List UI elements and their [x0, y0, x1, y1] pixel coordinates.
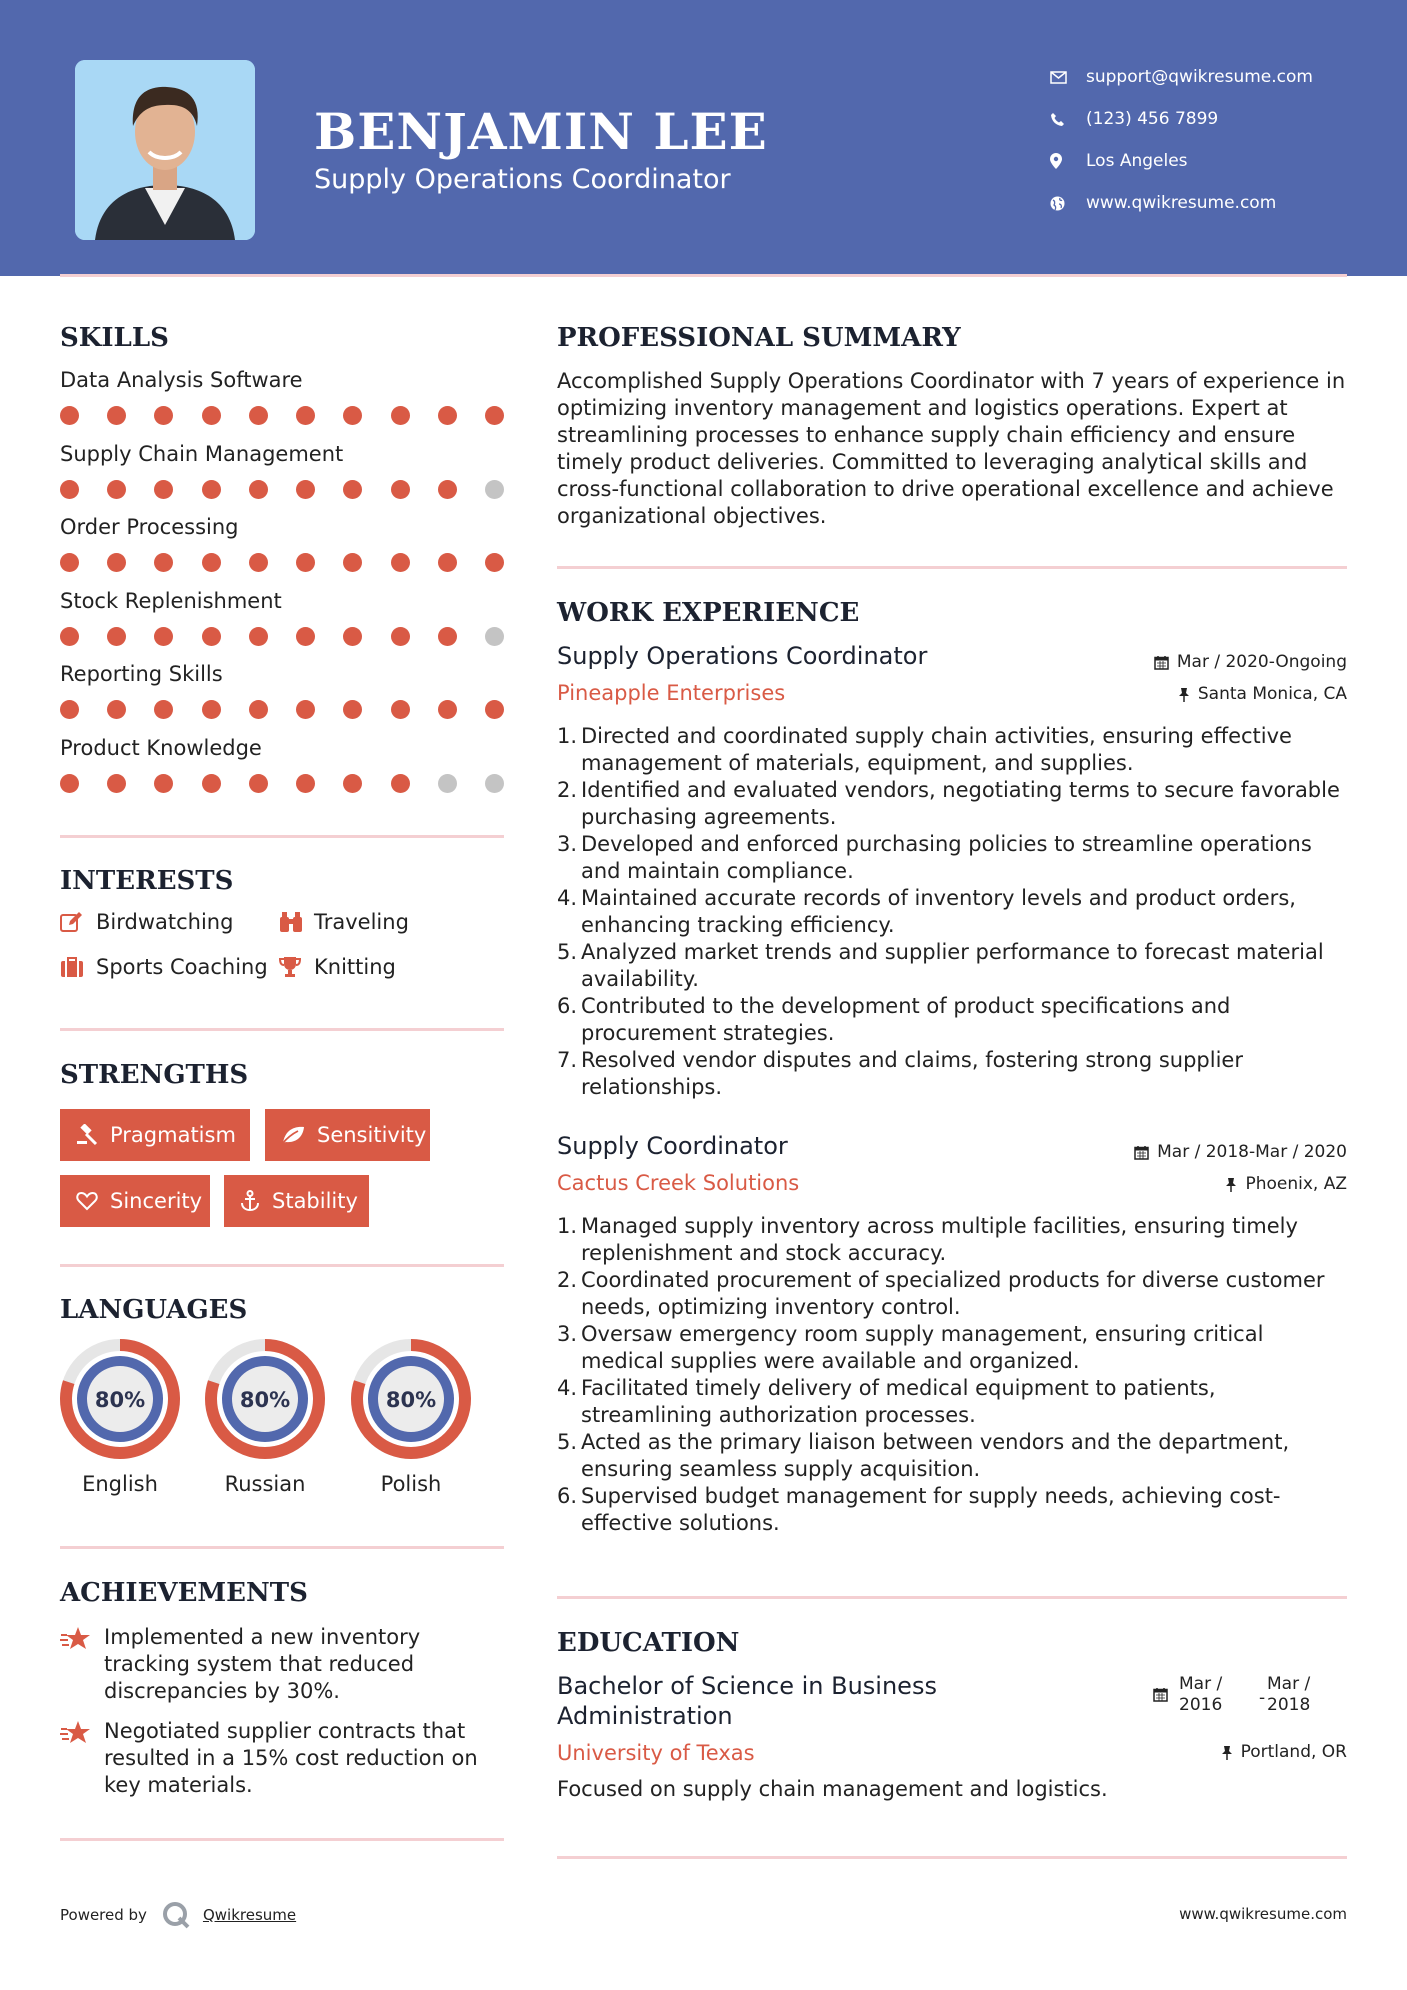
rating-dot-filled — [391, 700, 410, 719]
rating-dot-filled — [343, 406, 362, 425]
job-date-text: Mar / 2020-Ongoing — [1176, 652, 1347, 672]
qwikresume-logo-icon — [161, 1900, 191, 1930]
date-separator: - — [1259, 1688, 1266, 1708]
rating-dot-filled — [107, 553, 126, 572]
rating-dot-filled — [343, 480, 362, 499]
rating-dot-filled — [154, 627, 173, 646]
interest-label: Traveling — [314, 910, 409, 934]
rating-dot-filled — [107, 774, 126, 793]
language-percent: 80% — [239, 1388, 291, 1412]
rating-dot-filled — [202, 406, 221, 425]
rating-dot-filled — [438, 700, 457, 719]
skill-name: Product Knowledge — [60, 735, 262, 760]
rating-dot-filled — [296, 406, 315, 425]
calendar-icon — [1154, 655, 1169, 670]
heart-icon — [76, 1191, 98, 1211]
achievement-text: Negotiated supplier contracts that resulted in a 15% cost reduction on key materials. — [104, 1719, 478, 1797]
job-date — [1134, 1142, 1347, 1162]
job-bullet: 4. Facilitated timely delivery of medical equipment to patients, streamlining authorization processes. — [557, 1376, 1216, 1427]
rating-dot-filled — [107, 480, 126, 499]
experience-heading: WORK EXPERIENCE — [557, 598, 860, 628]
footer-powered-by — [60, 1900, 296, 1930]
header-banner — [0, 0, 1407, 276]
skill-rating — [60, 774, 504, 793]
strength-badge — [60, 1175, 210, 1227]
rating-dot-filled — [249, 406, 268, 425]
divider-achievements — [60, 1838, 504, 1841]
rating-dot-filled — [202, 627, 221, 646]
rating-dot-filled — [249, 627, 268, 646]
language-percent: 80% — [94, 1388, 146, 1412]
star-icon — [60, 1624, 104, 1705]
strength-label: Sensitivity — [317, 1123, 427, 1147]
interest-item — [278, 910, 409, 934]
rating-dot-filled — [296, 774, 315, 793]
gavel-icon — [76, 1124, 98, 1146]
date-start-year: 2016 — [1179, 1695, 1223, 1715]
job-title: Supply Operations Coordinator — [557, 642, 928, 670]
achievement-item — [60, 1718, 500, 1799]
rating-dot-empty — [438, 774, 457, 793]
globe-icon — [1050, 196, 1086, 211]
language-ring — [204, 1338, 326, 1460]
degree-line-1: Bachelor of Science in Business — [557, 1672, 937, 1700]
rating-dot-filled — [60, 553, 79, 572]
job-company: Pineapple Enterprises — [557, 681, 786, 705]
school-name: University of Texas — [557, 1741, 755, 1765]
divider-education — [557, 1856, 1347, 1859]
job-date-text: Mar / 2018-Mar / 2020 — [1157, 1142, 1347, 1162]
job-bullet: 1. Managed supply inventory across multiple facilities, ensuring timely replenishment and stock accuracy. — [557, 1214, 1298, 1265]
calendar-icon — [1134, 1145, 1149, 1160]
interest-item — [278, 955, 396, 979]
job-bullet: 4. Maintained accurate records of inventory levels and product orders, enhancing tracking efficiency. — [557, 886, 1296, 937]
candidate-title: Supply Operations Coordinator — [314, 164, 731, 195]
anchor-icon — [240, 1190, 260, 1212]
divider-strengths — [60, 1264, 504, 1267]
contact-phone[interactable] — [1050, 98, 1313, 140]
rating-dot-filled — [60, 627, 79, 646]
rating-dot-filled — [391, 774, 410, 793]
rating-dot-filled — [391, 553, 410, 572]
skill-name: Supply Chain Management — [60, 441, 344, 466]
achievement-item — [60, 1624, 500, 1705]
education-heading: EDUCATION — [557, 1628, 740, 1658]
rating-dot-filled — [485, 553, 504, 572]
achievement-text: Implemented a new inventory tracking system that reduced discrepancies by 30%. — [104, 1625, 421, 1703]
job-company: Cactus Creek Solutions — [557, 1171, 800, 1195]
job-location-text: Santa Monica, CA — [1197, 684, 1347, 704]
education-location-text: Portland, OR — [1240, 1742, 1347, 1762]
languages-heading: LANGUAGES — [60, 1295, 248, 1325]
job-bullet: 2. Coordinated procurement of specialized products for diverse customer needs, optimizing inventory control. — [557, 1268, 1325, 1319]
footer-website[interactable]: www.qwikresume.com — [1179, 1905, 1347, 1923]
phone-icon — [1050, 112, 1086, 127]
language-polish — [350, 1338, 472, 1496]
strength-label: Stability — [272, 1189, 358, 1213]
job-bullet: 7. Resolved vendor disputes and claims, fostering strong supplier relationships. — [557, 1048, 1243, 1099]
rating-dot-filled — [438, 406, 457, 425]
rating-dot-filled — [391, 627, 410, 646]
rating-dot-empty — [485, 627, 504, 646]
language-name: Russian — [224, 1472, 306, 1496]
summary-heading: PROFESSIONAL SUMMARY — [557, 323, 961, 353]
job-bullet: 5. Acted as the primary liaison between vendors and the department, ensuring seamless supply acquisition. — [557, 1430, 1290, 1481]
language-name: English — [82, 1472, 158, 1496]
skills-heading: SKILLS — [60, 323, 169, 353]
binoculars-icon — [278, 911, 314, 933]
rating-dot-filled — [438, 553, 457, 572]
job-location-text: Phoenix, AZ — [1245, 1174, 1347, 1194]
edit-icon — [60, 911, 96, 933]
calendar-icon — [1153, 1687, 1168, 1707]
rating-dot-filled — [343, 627, 362, 646]
rating-dot-filled — [107, 700, 126, 719]
language-name: Polish — [380, 1472, 442, 1496]
rating-dot-filled — [343, 774, 362, 793]
interest-label: Knitting — [314, 955, 396, 979]
job-bullets — [557, 723, 1347, 1101]
interest-item — [60, 955, 268, 979]
skill-rating — [60, 480, 504, 499]
strength-label: Pragmatism — [110, 1123, 236, 1147]
job-location — [1178, 684, 1347, 704]
header-divider — [60, 274, 1347, 277]
language-ring — [59, 1338, 181, 1460]
contact-location-text: Los Angeles — [1086, 151, 1188, 171]
contact-email[interactable] — [1050, 56, 1313, 98]
skill-name: Stock Replenishment — [60, 588, 282, 613]
envelope-icon — [1050, 71, 1086, 84]
job-bullet: 6. Supervised budget management for supply needs, achieving cost-effective solutions. — [557, 1484, 1281, 1535]
powered-by-text: Powered by — [60, 1906, 147, 1924]
strength-badge — [265, 1109, 430, 1161]
rating-dot-empty — [485, 774, 504, 793]
job-bullet: 6. Contributed to the development of product specifications and procurement strategies. — [557, 994, 1231, 1045]
rating-dot-filled — [154, 480, 173, 499]
date-end-month: Mar / — [1267, 1674, 1311, 1694]
rating-dot-filled — [107, 406, 126, 425]
interest-label: Birdwatching — [96, 910, 234, 934]
job-bullet: 5. Analyzed market trends and supplier performance to forecast material availability. — [557, 940, 1324, 991]
rating-dot-filled — [202, 774, 221, 793]
job-location — [1225, 1174, 1347, 1194]
contact-list — [1050, 56, 1313, 224]
rating-dot-filled — [60, 406, 79, 425]
rating-dot-filled — [60, 700, 79, 719]
rating-dot-filled — [249, 553, 268, 572]
contact-location — [1050, 140, 1313, 182]
achievements-heading: ACHIEVEMENTS — [60, 1578, 308, 1608]
rating-dot-filled — [343, 553, 362, 572]
rating-dot-filled — [154, 700, 173, 719]
profile-photo — [75, 60, 255, 240]
divider-languages — [60, 1546, 504, 1549]
education-description: Focused on supply chain management and logistics. — [557, 1777, 1108, 1801]
job-title: Supply Coordinator — [557, 1132, 788, 1160]
rating-dot-filled — [60, 480, 79, 499]
strengths-heading: STRENGTHS — [60, 1060, 249, 1090]
divider-interests — [60, 1028, 504, 1031]
skill-rating — [60, 700, 504, 719]
rating-dot-filled — [438, 627, 457, 646]
qwikresume-link[interactable]: Qwikresume — [202, 1906, 297, 1924]
interests-heading: INTERESTS — [60, 866, 234, 896]
divider-summary — [557, 566, 1347, 569]
strength-label: Sincerity — [110, 1189, 203, 1213]
star-icon — [60, 1718, 104, 1799]
language-russian — [204, 1338, 326, 1496]
skill-rating — [60, 553, 504, 572]
summary-text: Accomplished Supply Operations Coordinator with 7 years of experience in optimizing inventory management and logistics operations. Expert at streamlining processes to enhance supply chain efficiency and ensure timely product deliveries. Committed to leveraging analytical skills and cross-functional collaboration to drive operational excellence and achieve organizational objectives. — [557, 369, 1346, 528]
contact-phone-text: (123) 456 7899 — [1086, 109, 1219, 129]
rating-dot-filled — [154, 406, 173, 425]
rating-dot-filled — [154, 774, 173, 793]
interest-label: Sports Coaching — [96, 955, 268, 979]
date-start-month: Mar / — [1179, 1674, 1223, 1694]
contact-website[interactable] — [1050, 182, 1313, 224]
rating-dot-filled — [296, 700, 315, 719]
leaf-icon — [281, 1125, 305, 1145]
rating-dot-filled — [154, 553, 173, 572]
skill-name: Reporting Skills — [60, 662, 223, 686]
job-date — [1154, 652, 1347, 672]
job-bullet: 3. Developed and enforced purchasing policies to streamline operations and maintain compliance. — [557, 832, 1312, 883]
education-date — [1153, 1674, 1347, 1718]
divider-skills — [60, 835, 504, 838]
language-ring — [350, 1338, 472, 1460]
rating-dot-filled — [438, 480, 457, 499]
rating-dot-filled — [60, 774, 79, 793]
skill-rating — [60, 627, 504, 646]
skill-name: Data Analysis Software — [60, 368, 303, 392]
candidate-name: BENJAMIN LEE — [314, 102, 768, 161]
strength-badge — [224, 1175, 369, 1227]
rating-dot-filled — [249, 700, 268, 719]
rating-dot-filled — [296, 627, 315, 646]
trophy-icon — [278, 956, 314, 978]
rating-dot-filled — [249, 480, 268, 499]
briefcase-icon — [60, 956, 96, 978]
rating-dot-filled — [343, 700, 362, 719]
rating-dot-filled — [107, 627, 126, 646]
divider-experience — [557, 1596, 1347, 1599]
rating-dot-filled — [202, 480, 221, 499]
pin-icon — [1178, 687, 1190, 702]
pin-icon — [1221, 1745, 1233, 1760]
degree-line-2: Administration — [557, 1702, 733, 1730]
language-english — [59, 1338, 181, 1496]
interest-item — [60, 910, 233, 934]
rating-dot-filled — [202, 700, 221, 719]
map-marker-icon — [1050, 153, 1086, 169]
rating-dot-filled — [485, 406, 504, 425]
job-bullet: 3. Oversaw emergency room supply management, ensuring critical medical supplies were available and organized. — [557, 1322, 1264, 1373]
job-bullet: 2. Identified and evaluated vendors, negotiating terms to secure favorable purchasing agreements. — [557, 778, 1340, 829]
skill-name: Order Processing — [60, 515, 239, 539]
job-bullets — [557, 1213, 1347, 1537]
skill-rating — [60, 406, 504, 425]
contact-email-text: support@qwikresume.com — [1086, 67, 1313, 87]
contact-website-text: www.qwikresume.com — [1086, 193, 1277, 213]
rating-dot-filled — [296, 553, 315, 572]
rating-dot-filled — [391, 406, 410, 425]
strength-badge — [60, 1109, 250, 1161]
date-end-year: 2018 — [1267, 1695, 1311, 1715]
rating-dot-filled — [202, 553, 221, 572]
pin-icon — [1225, 1177, 1237, 1192]
rating-dot-filled — [296, 480, 315, 499]
job-bullet: 1. Directed and coordinated supply chain activities, ensuring effective management of materials, equipment, and supplies. — [557, 724, 1292, 775]
rating-dot-empty — [485, 480, 504, 499]
language-percent: 80% — [385, 1388, 437, 1412]
rating-dot-filled — [485, 700, 504, 719]
education-location — [1221, 1742, 1347, 1762]
rating-dot-filled — [391, 480, 410, 499]
rating-dot-filled — [249, 774, 268, 793]
